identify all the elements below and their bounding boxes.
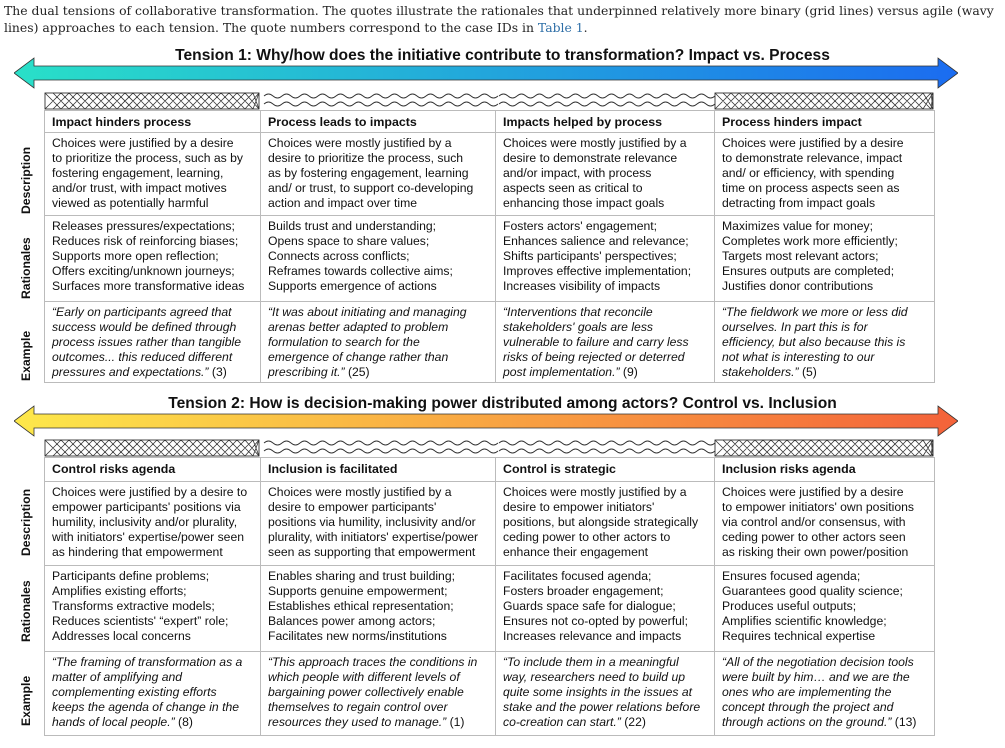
quote-line: efficiency, but also because this is (722, 335, 906, 349)
rationales-line: Amplifies existing efforts; (52, 584, 187, 598)
grid-lines-pattern (715, 440, 933, 456)
tension-1-label-example: Example (19, 330, 33, 381)
quote-line: ourselves. In part this is for (722, 320, 868, 334)
t1-header-col-4: Process hinders impact (715, 111, 935, 133)
rationales-line: Enhances salience and relevance; (503, 234, 689, 248)
quote-line: pressures and expectations.” (52, 365, 209, 379)
description-line: Choices were justified by a desire (52, 136, 234, 150)
t1-rationales-cell-2 (261, 216, 496, 302)
quote-line: ones who are implementing the (722, 685, 892, 699)
t2-header-col-3: Control is strategic (496, 458, 715, 482)
description-line: to empower initiators' own positions (722, 500, 915, 514)
description-line: positions, but alongside strategically (503, 515, 699, 529)
tension-1-double-arrow (14, 56, 958, 90)
description-line: seen as supporting that empowerment (268, 545, 476, 559)
description-line: and/ or trust, to support co-developing (268, 181, 474, 195)
quote-line: post implementation.” (503, 365, 620, 379)
rationales-line: Supports genuine empowerment; (268, 584, 448, 598)
caption-end: . (583, 20, 588, 35)
t2-description-cell-4 (715, 482, 935, 566)
quote-line: resources they used to manage.” (268, 715, 447, 729)
quote-line: themselves to regain control over (268, 700, 448, 714)
quote-line-last (722, 365, 934, 380)
description-line: enhance their engagement (503, 545, 649, 559)
quote-line: “The fieldwork we more or less did (722, 305, 908, 319)
t2-example-quote-2 (261, 652, 496, 736)
t1-example-quote-1 (45, 302, 261, 383)
rationales-line: Improves effective implementation; (503, 264, 692, 278)
description-line: detracting from impact goals (722, 196, 876, 210)
t2-description-cell-1 (45, 482, 261, 566)
rationales-line: Reframes towards collective aims; (268, 264, 453, 278)
quote-line-last (52, 715, 260, 730)
rationales-line: Increases relevance and impacts (503, 629, 682, 643)
description-line: desire to demonstrate relevance (503, 151, 678, 165)
case-id-number: (8) (178, 715, 193, 729)
rationales-line: Balances power among actors; (268, 614, 436, 628)
quote-line: outcomes... this reduced different (52, 350, 233, 364)
table-1-link[interactable]: Table 1 (537, 20, 584, 35)
rationales-line: Guards space safe for dialogue; (503, 599, 676, 613)
rationales-line: Supports more open reflection; (52, 249, 219, 263)
rationales-line: Opens space to share values; (268, 234, 430, 248)
rationales-line: Transforms extractive models; (52, 599, 215, 613)
quote-line: matter of amplifying and (52, 670, 183, 684)
description-line: and/ or efficiency, with spending (722, 166, 895, 180)
quote-line: stake and the power relations before (503, 700, 701, 714)
rationales-line: Releases pressures/expectations; (52, 219, 235, 233)
tension-1-rationales-row (45, 216, 935, 302)
quote-line-last (503, 715, 714, 730)
t2-header-col-2: Inclusion is facilitated (261, 458, 496, 482)
wavy-lines-pattern (499, 441, 715, 453)
description-line: to prioritize the process, such as by (52, 151, 244, 165)
quote-line: stakeholders.” (722, 365, 799, 379)
case-id-number: (9) (622, 365, 638, 379)
rationales-line: Addresses local concerns (52, 629, 191, 643)
quote-line: “The framing of transformation as a (52, 655, 243, 669)
description-line: as by fostering engagement, learning (268, 166, 469, 180)
rationales-line: Facilitates new norms/institutions (268, 629, 447, 643)
wavy-lines-pattern (264, 94, 498, 106)
rationales-line: Targets most relevant actors; (722, 249, 879, 263)
quote-line: “Early on participants agreed that (52, 305, 232, 319)
quote-line: through actions on the ground.” (722, 715, 892, 729)
t1-header-col-1: Impact hinders process (45, 111, 261, 133)
rationales-line: Fosters actors' engagement; (503, 219, 658, 233)
case-id-number: (3) (211, 365, 227, 379)
t1-description-cell-4 (715, 133, 935, 216)
description-line: Choices were justified by a desire to (52, 485, 248, 499)
rationales-line: Facilitates focused agenda; (503, 569, 652, 583)
tension-2-double-arrow (14, 404, 958, 438)
quote-line: not what is interesting to our (722, 350, 875, 364)
rationales-line: Guarantees good quality science; (722, 584, 903, 598)
description-line: humility, inclusivity and/or plurality, (52, 515, 238, 529)
t2-header-col-4: Inclusion risks agenda (715, 458, 935, 482)
rationales-line: Connects across conflicts; (268, 249, 410, 263)
rationales-line: Establishes ethical representation; (268, 599, 454, 613)
rationales-line: Increases visibility of impacts (503, 279, 661, 293)
tension-1-label-rationales: Rationales (19, 237, 33, 299)
description-line: positions via humility, inclusivity and/or (268, 515, 476, 529)
t2-description-cell-2 (261, 482, 496, 566)
tension-1-example-row (45, 302, 935, 383)
quote-line: hands of local people.” (52, 715, 175, 729)
description-line: desire to empower initiators' (503, 500, 655, 514)
description-line: desire to empower participants' (268, 500, 437, 514)
quote-line: emergence of change rather than (268, 350, 449, 364)
tension-1-label-description: Description (19, 146, 33, 214)
quote-line: success would be defined through (52, 320, 237, 334)
wavy-lines-pattern (264, 441, 498, 453)
t1-description-cell-2 (261, 133, 496, 216)
quote-line-last (268, 365, 495, 380)
t2-rationales-cell-1 (45, 566, 261, 652)
figure-caption (4, 2, 1004, 36)
description-line: Choices were justified by a desire (722, 485, 904, 499)
t2-example-quote-1 (45, 652, 261, 736)
quote-line-last (52, 365, 260, 380)
description-line: aspects seen as critical to (503, 181, 643, 195)
tension-2-example-row (45, 652, 935, 736)
t1-description-cell-3 (496, 133, 715, 216)
quote-line: risks of being rejected or deterred (503, 350, 685, 364)
t1-description-cell-1 (45, 133, 261, 216)
t2-rationales-cell-2 (261, 566, 496, 652)
description-line: enhancing those impact goals (503, 196, 665, 210)
quote-line-last (722, 715, 934, 730)
description-line: time on process aspects seen as (722, 181, 900, 195)
tension-1-pattern-strip (44, 90, 934, 111)
description-line: fostering engagement, learning, (52, 166, 224, 180)
rationales-line: Shifts participants' perspectives; (503, 249, 677, 263)
description-line: and/or impact, with process (503, 166, 652, 180)
description-line: action and impact over time (268, 196, 418, 210)
grid-lines-pattern (715, 93, 933, 109)
grid-lines-pattern (45, 93, 259, 109)
rationales-line: Justifies donor contributions (722, 279, 874, 293)
quote-line: keeps the agenda of change in the (52, 700, 240, 714)
rationales-line: Reduces scientists' “expert” role; (52, 614, 229, 628)
tension-1-header-row (45, 111, 935, 133)
quote-line: formulation to search for the (268, 335, 420, 349)
rationales-line: Completes work more efficiently; (722, 234, 898, 248)
case-id-number: (22) (624, 715, 646, 729)
quote-line: complementing existing efforts (52, 685, 217, 699)
t1-header-col-2: Process leads to impacts (261, 111, 496, 133)
description-line: as risking their own power/position (722, 545, 909, 559)
rationales-line: Produces useful outputs; (722, 599, 857, 613)
description-line: Choices were mostly justified by a (268, 485, 452, 499)
tension-2-rationales-row (45, 566, 935, 652)
description-line: desire to prioritize the process, such (268, 151, 464, 165)
quote-line: stakeholders' goals are less (503, 320, 654, 334)
quote-line: quite some insights in the issues at (503, 685, 693, 699)
rationales-line: Enables sharing and trust building; (268, 569, 455, 583)
rationales-line: Builds trust and understanding; (268, 219, 437, 233)
description-line: plurality, with initiators' expertise/power (268, 530, 479, 544)
t2-rationales-cell-4 (715, 566, 935, 652)
quote-line: “To include them in a meaningful (503, 655, 679, 669)
caption-text: The dual tensions of collaborative transformation. The quotes illustrate the rationales that underpinned relatively more binary (grid lines) versus agile (wavy lines) approaches to each tension. The quote numbers correspond to the case IDs in (4, 3, 994, 35)
t2-example-quote-4 (715, 652, 935, 736)
tension-2-label-example: Example (19, 675, 33, 726)
quote-line: which people with different levels of (268, 670, 460, 684)
description-line: Choices were mostly justified by a (268, 136, 452, 150)
quote-line: concept through the project and (722, 700, 894, 714)
rationales-line: Ensures outputs are completed; (722, 264, 895, 278)
tension-2-table (44, 457, 935, 736)
quote-line: “Interventions that reconcile (503, 305, 653, 319)
quote-line: bargaining power collectively enable (268, 685, 464, 699)
t2-header-col-1: Control risks agenda (45, 458, 261, 482)
tension-2-pattern-strip (44, 437, 934, 458)
rationales-line: Fosters broader engagement; (503, 584, 664, 598)
quote-line: “It was about initiating and managing (268, 305, 467, 319)
description-line: to demonstrate relevance, impact (722, 151, 903, 165)
quote-line: co-creation can start.” (503, 715, 621, 729)
tension-2-title: Tension 2: How is decision-making power distributed among actors? Control vs. Inclusion (168, 395, 837, 412)
t1-header-col-3: Impacts helped by process (496, 111, 715, 133)
grid-lines-pattern (45, 440, 259, 456)
t2-example-quote-3 (496, 652, 715, 736)
rationales-line: Participants define problems; (52, 569, 210, 583)
t2-rationales-cell-3 (496, 566, 715, 652)
description-line: with initiators' expertise/power seen (52, 530, 245, 544)
quote-line: arenas better adapted to problem (268, 320, 449, 334)
rationales-line: Ensures not co-opted by powerful; (503, 614, 688, 628)
description-line: via control and/or consensus, with (722, 515, 906, 529)
rationales-line: Offers exciting/unknown journeys; (52, 264, 235, 278)
description-line: viewed as potentially harmful (52, 196, 209, 210)
tension-1-title: Tension 1: Why/how does the initiative contribute to transformation? Impact vs. Process (175, 47, 830, 64)
rationales-line: Reduces risk of reinforcing biases; (52, 234, 239, 248)
t2-description-cell-3 (496, 482, 715, 566)
quote-line-last (503, 365, 714, 380)
tension-2-label-description: Description (19, 488, 33, 556)
description-line: ceding power to other actors to (503, 530, 671, 544)
rationales-line: Maximizes value for money; (722, 219, 874, 233)
quote-line: “This approach traces the conditions in (268, 655, 478, 669)
description-line: ceding power to other actors seen (722, 530, 906, 544)
description-line: as hindering that empowerment (52, 545, 223, 559)
rationales-line: Supports emergence of actions (268, 279, 437, 293)
wavy-lines-pattern (499, 94, 715, 106)
case-id-number: (13) (894, 715, 917, 729)
quote-line: prescribing it.” (268, 365, 345, 379)
rationales-line: Surfaces more transformative ideas (52, 279, 245, 293)
description-line: empower participants' positions via (52, 500, 241, 514)
tension-2-header-row (45, 458, 935, 482)
t1-example-quote-4 (715, 302, 935, 383)
tension-1-table (44, 110, 935, 383)
rationales-line: Amplifies scientific knowledge; (722, 614, 887, 628)
case-id-number: (1) (449, 715, 465, 729)
quote-line: vulnerable to failure and carry less (503, 335, 689, 349)
description-line: Choices were mostly justified by a (503, 485, 687, 499)
description-line: Choices were justified by a desire (722, 136, 904, 150)
rationales-line: Requires technical expertise (722, 629, 876, 643)
tension-1-description-row (45, 133, 935, 216)
quote-line: “All of the negotiation decision tools (722, 655, 914, 669)
t1-rationales-cell-1 (45, 216, 261, 302)
t1-rationales-cell-4 (715, 216, 935, 302)
description-line: and/or trust, with impact motives (52, 181, 227, 195)
quote-line-last (268, 715, 495, 730)
quote-line: way, researchers need to build up (503, 670, 686, 684)
case-id-number: (5) (801, 365, 817, 379)
case-id-number: (25) (347, 365, 370, 379)
t1-rationales-cell-3 (496, 216, 715, 302)
quote-line: were built by him… and we are the (722, 670, 910, 684)
t1-example-quote-2 (261, 302, 496, 383)
tension-2-label-rationales: Rationales (19, 580, 33, 642)
rationales-line: Ensures focused agenda; (722, 569, 861, 583)
t1-example-quote-3 (496, 302, 715, 383)
quote-line: process issues rather than tangible (52, 335, 242, 349)
description-line: Choices were mostly justified by a (503, 136, 687, 150)
tension-2-description-row (45, 482, 935, 566)
